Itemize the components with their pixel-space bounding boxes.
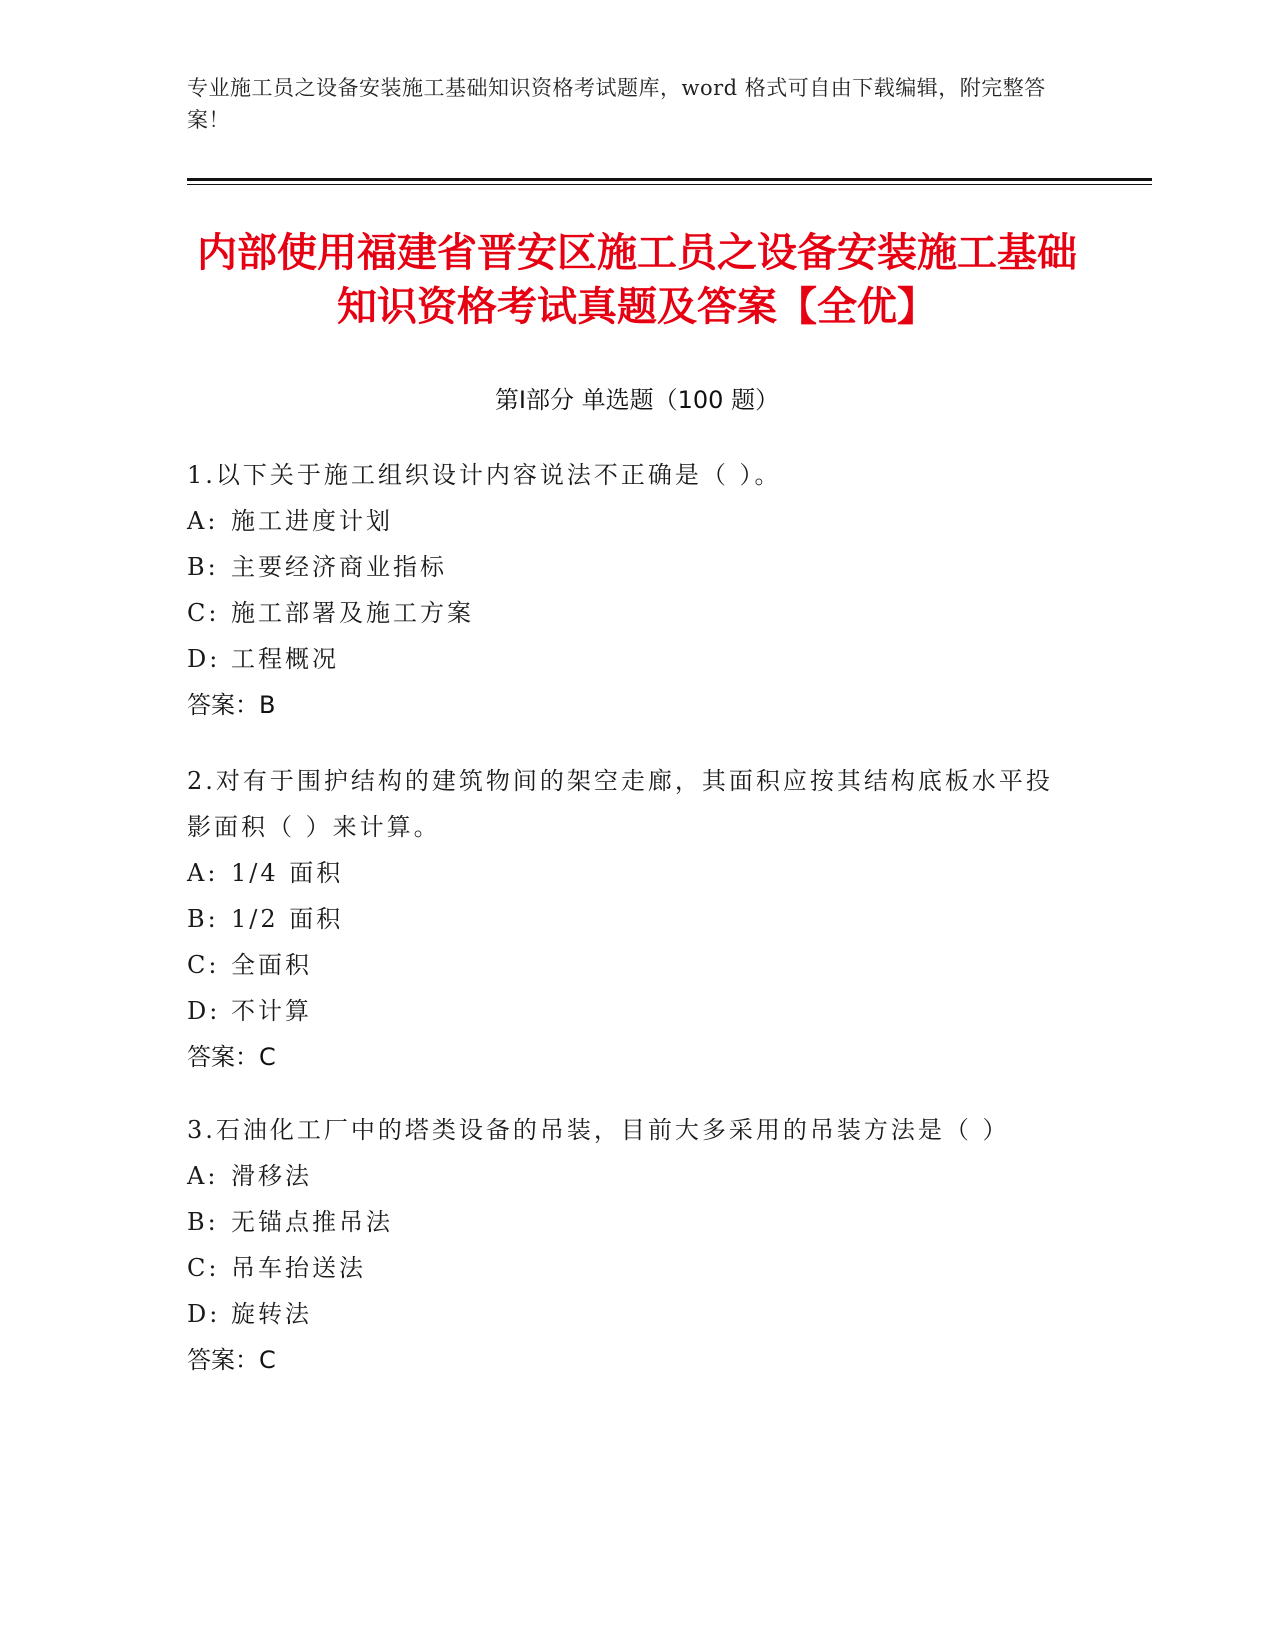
option-key: D: — [187, 645, 221, 673]
option-text: 施工进度计划 — [231, 507, 393, 535]
answer-line: 答案：C — [187, 1346, 276, 1374]
header-note: 专业施工员之设备安装施工基础知识资格考试题库，word 格式可自由下载编辑，附完整答案！ — [187, 76, 1046, 132]
option-key: C: — [187, 951, 220, 979]
option-key: A: — [187, 1162, 219, 1190]
option-a — [187, 1153, 1067, 1199]
option-b — [187, 896, 1067, 942]
option-c — [187, 590, 1067, 636]
option-key: A: — [187, 507, 219, 535]
question-3 — [187, 1107, 1067, 1383]
option-b — [187, 544, 1067, 590]
option-c — [187, 1245, 1067, 1291]
option-text: 不计算 — [231, 997, 312, 1025]
option-key: B: — [187, 1208, 219, 1236]
answer-line: 答案：C — [187, 1043, 276, 1071]
option-text: 全面积 — [231, 951, 312, 979]
question-2 — [187, 758, 1067, 1080]
question-1 — [187, 452, 1067, 728]
option-d — [187, 988, 1067, 1034]
option-b — [187, 1199, 1067, 1245]
option-key: C: — [187, 599, 220, 627]
option-text: 无锚点推吊法 — [231, 1208, 393, 1236]
option-a — [187, 850, 1067, 896]
option-key: C: — [187, 1254, 220, 1282]
option-key: D: — [187, 997, 221, 1025]
option-c — [187, 942, 1067, 988]
question-stem: 2.对有于围护结构的建筑物间的架空走廊，其面积应按其结构底板水平投影面积（ ）来计算。 — [187, 767, 1053, 841]
option-key: B: — [187, 905, 219, 933]
answer-line: 答案：B — [187, 691, 276, 719]
option-text: 工程概况 — [231, 645, 339, 673]
option-text: 施工部署及施工方案 — [231, 599, 474, 627]
header-divider-thin — [187, 184, 1152, 185]
document-title: 内部使用福建省晋安区施工员之设备安装施工基础知识资格考试真题及答案【全优】 — [197, 230, 1077, 330]
question-stem: 3.石油化工厂中的塔类设备的吊装，目前大多采用的吊装方法是（ ） — [187, 1116, 1010, 1144]
option-key: A: — [187, 859, 219, 887]
option-text: 滑移法 — [231, 1162, 312, 1190]
option-key: D: — [187, 1300, 221, 1328]
option-text: 主要经济商业指标 — [231, 553, 447, 581]
option-d — [187, 636, 1067, 682]
option-text: 吊车抬送法 — [231, 1254, 366, 1282]
option-text: 旋转法 — [231, 1300, 312, 1328]
header-divider-thick — [187, 178, 1152, 181]
question-stem: 1.以下关于施工组织设计内容说法不正确是（ ）。 — [187, 461, 782, 489]
option-d — [187, 1291, 1067, 1337]
option-key: B: — [187, 553, 219, 581]
option-a — [187, 498, 1067, 544]
option-text: 1/4 面积 — [231, 859, 344, 887]
option-text: 1/2 面积 — [231, 905, 344, 933]
section-title: 第Ⅰ部分 单选题（100 题） — [494, 386, 780, 414]
